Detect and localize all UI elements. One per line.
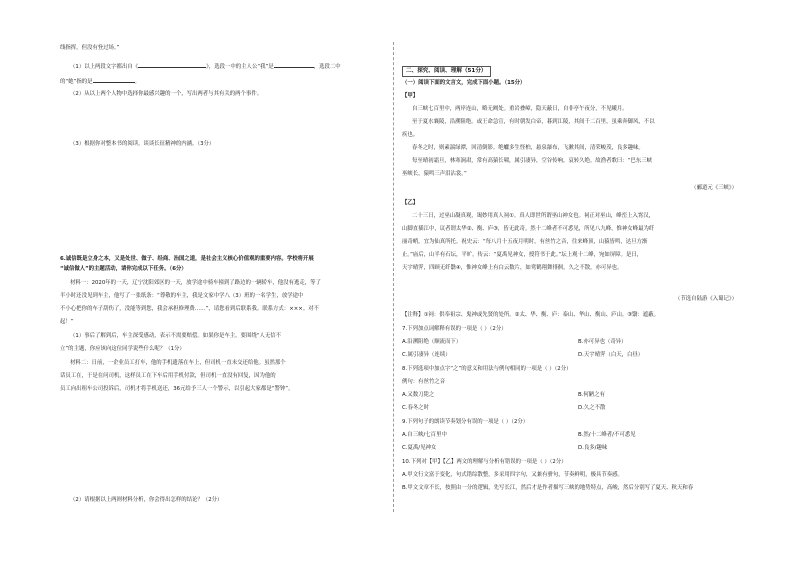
source-citation: （节选自陆游《入蜀记》） — [675, 296, 737, 302]
material-1: 材料一：2020年的一天，辽宁沈阳郊区的一天，放学途中骑车撞到了路边的一辆轿车，他没有逃走，等了 — [70, 280, 321, 286]
material-2-line: 员工向出租车公司投诉后，司机才将手机送还，36元给予三人一个警示，以引起大家都是“警钟”。 — [60, 386, 294, 392]
option-a[interactable]: A.甲文行文富于变化，句式错综散整，多采用四字句，又兼有骈句，节奏鲜明，极具节奏感。 — [402, 472, 623, 478]
option-c[interactable]: C.夏禹/见神女 — [402, 445, 437, 451]
passage-yi-label: 【乙】 — [402, 200, 419, 206]
passage-line: 疾也。 — [402, 132, 419, 138]
material-1-line: 半小时还没见到车主，他写了一张纸条：“尊敬的车主，我是文家中学八（3）班的一名学生，放学途中 — [60, 293, 304, 299]
sub-question-2: （2）请根据以上两则材料分析，你会得出怎样的结论？（2分） — [70, 497, 223, 503]
question-10: 10.下列对【甲】【乙】两文的理解与分析有错误的一项是（ ）（2分） — [402, 459, 567, 465]
passage-line: 二十三日，过巫山凝真观，谒妙用真人祠①。真人即世所谓巫山神女也。祠正对巫山，峰峦上入霄汉， — [412, 213, 655, 219]
question-2: （2）从以上两个人物中选择你最感兴趣的一个，写出两者与其有关的两个事件。 — [70, 91, 263, 97]
option-d[interactable]: D.久之不散 — [578, 405, 606, 411]
passage-jia-label: 【甲】 — [402, 93, 419, 99]
text-line: 线指挥，但没有登过场。” — [60, 45, 120, 51]
question-3: （3）根据你对整本书的阅读，谈谈长征精神的内涵。（3分） — [70, 141, 215, 147]
passage-line: 巫峡长，猿鸣三声泪沾裳。” — [402, 171, 467, 177]
passage-line: 止。”庙后，山半有石坛，平旷。传云：“夏禹见神女，授符书于此。”坛上观十二峰，宛如屏障。是日， — [402, 252, 643, 258]
passage-line: 至于夏水襄陵，沿溯阻绝。或王命急宣，有时朝发白帝，暮到江陵，其间千二百里，虽乘奔御风，不以 — [412, 119, 655, 125]
answer-blank[interactable] — [93, 77, 135, 83]
material-1-line: 不小心把你的车子刮伤了，没能等到您，我会承担修理费……”，请您看到后联系我。联系方式：×××。对不 — [60, 306, 319, 312]
answer-blank[interactable] — [274, 62, 314, 68]
example-sentence: 例句：有丝竹之音 — [402, 379, 446, 385]
question-1: （1）以上两段文字都出自《 》，选段一中的主人公“我”是 ，选段二中 — [70, 64, 341, 70]
option-b[interactable]: B.亦可异也（奇异） — [578, 339, 627, 345]
part-one-title: （一）阅读下面的文言文，完成下面小题。（15分） — [402, 80, 526, 86]
option-c[interactable]: C.春冬之时 — [402, 405, 430, 411]
question-1-cont: 的“她”指的是 。 — [60, 79, 140, 85]
option-c[interactable]: C.属引凄异（连续） — [402, 352, 451, 358]
question-7: 7.下列加点词解释有误的一项是（ ）（2分） — [402, 326, 507, 332]
sub-question-1: （1）事后了解到后，车主深受感动，表示不需要赔偿。如果你是车主，要围绕“人无信不 — [70, 333, 282, 339]
question-6-title: 6.诚信既是立身之本，又是处世、做子、经商、治国之道，是社会主义核心价值观的重要内容。学校将开展 — [60, 256, 314, 262]
option-b[interactable]: B.然/十二峰者/不可悉见 — [578, 432, 636, 438]
material-2: 材料二：日前，一企业员工打车，他的手机遗落在车上，但司机一直未交还给他。虽然那个 — [70, 360, 286, 366]
question-6-title-cont: “诚信做人”的主题活动，请你完成以下任务。（6分） — [60, 266, 187, 272]
column-divider — [393, 42, 394, 512]
passage-line: 每至晴初霜旦，林寒涧肃，常有高猿长啸，属引凄异，空谷传响，哀转久绝。故渔者歌曰：“巴东三峡 — [412, 158, 652, 164]
passage-line: 丽奇峭，宜为仙真所托。祝史云：“每八月十五夜月明时，有丝竹之音，往来峰顶，山猿皆鸣，达旦方渐 — [402, 239, 648, 245]
passage-line: 山脚直插江中，议者谓太华②、衡、庐③，皆无此奇。然十二峰者不可悉见，所见八九峰，惟神女峰最为纤 — [402, 226, 655, 232]
passage-line: 自三峡七百里中，两岸连山，略无阙处。重岩叠嶂，隐天蔽日，自非亭午夜分，不见曦月。 — [412, 106, 628, 112]
sub-question-1-cont: 立”的主题，你应该向这位同学说些什么呢？（1分） — [60, 346, 185, 352]
passage-line: 春冬之时，则素湍绿潭，回清倒影。绝巘多生怪柏，悬泉瀑布，飞漱其间，清荣峻茂，良多趣味。 — [412, 145, 644, 151]
material-1-line: 起！” — [60, 319, 74, 325]
source-citation: （郦道元《三峡》） — [691, 185, 737, 191]
option-a[interactable]: A.自三峡/七百里中 — [402, 432, 447, 438]
question-8: 8.下列选项中加点字“之”的意义和用法与例句相同的一项是（ ）（2分） — [402, 366, 572, 372]
option-d[interactable]: D.良多/趣味 — [578, 445, 608, 451]
option-a[interactable]: A.沿溯阻绝（顺流而下） — [402, 339, 462, 345]
material-2-line: 话员工在，于是在问司机，这样员工在下车后用手机付款，但司机一直没有回复，因为他的 — [60, 373, 276, 379]
option-b[interactable]: B.何陋之有 — [578, 392, 605, 398]
question-9: 9.下列句子的朗读节奏划分有误的一项是（ ）（2分） — [402, 419, 529, 425]
option-b[interactable]: B.甲文文章不长，按照由一分的逻辑，先写长江，然后才是作者描写三峡的地势特点，高峻，然后分别写了夏天、秋天和春 — [402, 485, 694, 491]
option-a[interactable]: A.又数刀毙之 — [402, 392, 435, 398]
passage-line: 天宇晴霁，四顾无纤翳④，惟神女峰上有白云数片，如鸾鹤翔舞徘徊，久之不散，亦可异也。 — [402, 265, 623, 271]
option-d[interactable]: D.天宇晴霁（白天，白昼） — [578, 352, 644, 358]
annotation: 【注释】①祠：供奉祖宗、鬼神或先贤的处所。②太、华、衡、庐：泰山、华山、衡山、庐山。③翳：遮蔽。 — [402, 312, 660, 318]
answer-blank[interactable] — [138, 62, 206, 68]
section-title: 二、探究、阅读、理解（51分） — [402, 66, 491, 77]
